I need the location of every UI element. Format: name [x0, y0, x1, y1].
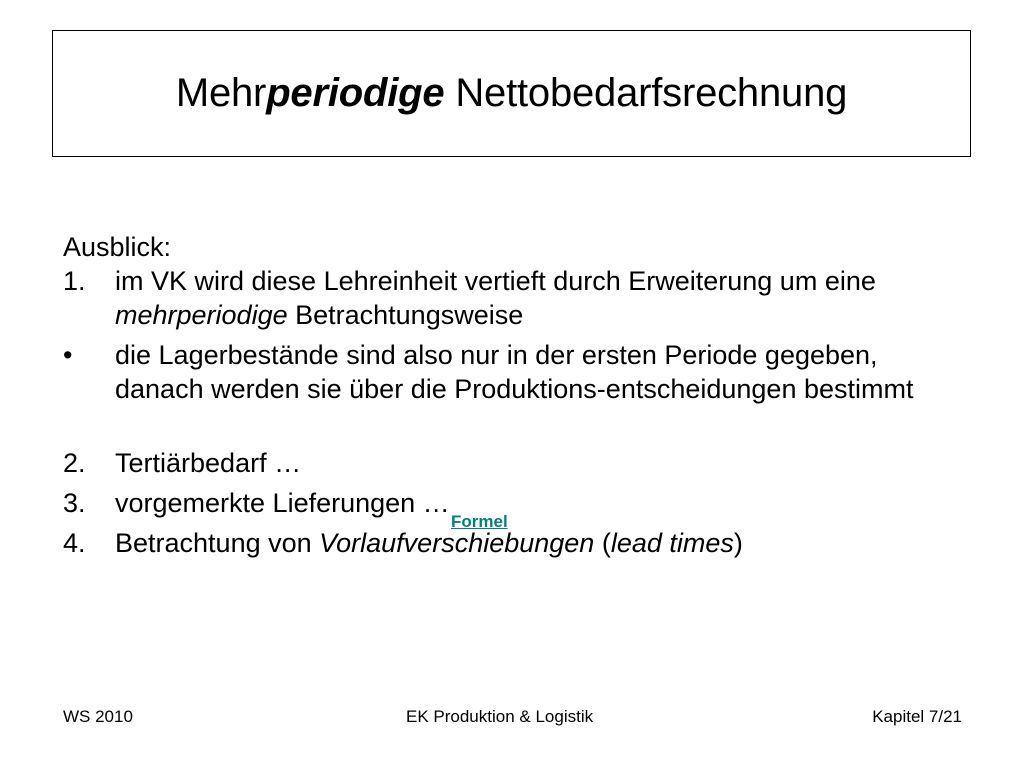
title-box: [52, 30, 971, 157]
title-suffix: Nettobedarfsrechnung: [444, 71, 848, 115]
formel-link[interactable]: Formel: [451, 512, 508, 531]
list-item-3-text: vorgemerkte Lieferungen …: [115, 488, 450, 518]
footer-course: EK Produktion & Logistik: [406, 707, 594, 726]
list-item-3: [63, 486, 963, 520]
title-emphasis: periodige: [266, 71, 445, 115]
list-item-1: [63, 264, 963, 332]
list-item-1-text: [115, 264, 963, 332]
list-item-4-text-mid: (: [594, 528, 611, 558]
title-prefix: Mehr: [175, 71, 267, 115]
list-item-4-text-italic-2: lead times: [610, 528, 734, 558]
list-item-2-text: Tertiärbedarf …: [115, 448, 302, 478]
list-item-4-text-end: ): [733, 528, 743, 558]
list-item-4-text: [115, 526, 963, 560]
list-marker-2: 2.: [63, 448, 86, 478]
outlook-heading: Ausblick:: [63, 232, 172, 262]
list-marker-4: 4.: [63, 528, 86, 558]
list-marker-1: 1.: [63, 266, 86, 296]
list-item-1-text-plain: im VK wird diese Lehreinheit vertieft durch Erweiterung um eine: [115, 266, 876, 296]
slide-title: [176, 71, 847, 116]
list-item-4-text-plain: Betrachtung von: [115, 528, 320, 558]
footer-page-number: Kapitel 7/21: [872, 707, 962, 726]
slide-content: [63, 230, 963, 566]
list-gap: [63, 412, 963, 446]
list-marker-3: 3.: [63, 488, 86, 518]
bullet-item-text: die Lagerbestände sind also nur in der ersten Periode gegeben, danach werden sie über die Produktions-entscheidungen bestimmt: [115, 340, 914, 404]
list-item-4: [63, 526, 963, 560]
list-item-1-text-end: Betrachtungsweise: [287, 300, 524, 330]
list-item-4-text-italic-1: Vorlaufverschiebungen: [319, 528, 595, 558]
list-item-1-text-italic: mehrperiodige: [115, 300, 288, 330]
footer-semester: WS 2010: [63, 707, 133, 726]
bullet-item: [63, 338, 963, 406]
bullet-marker: •: [63, 340, 73, 370]
list-item-2: [63, 446, 963, 480]
